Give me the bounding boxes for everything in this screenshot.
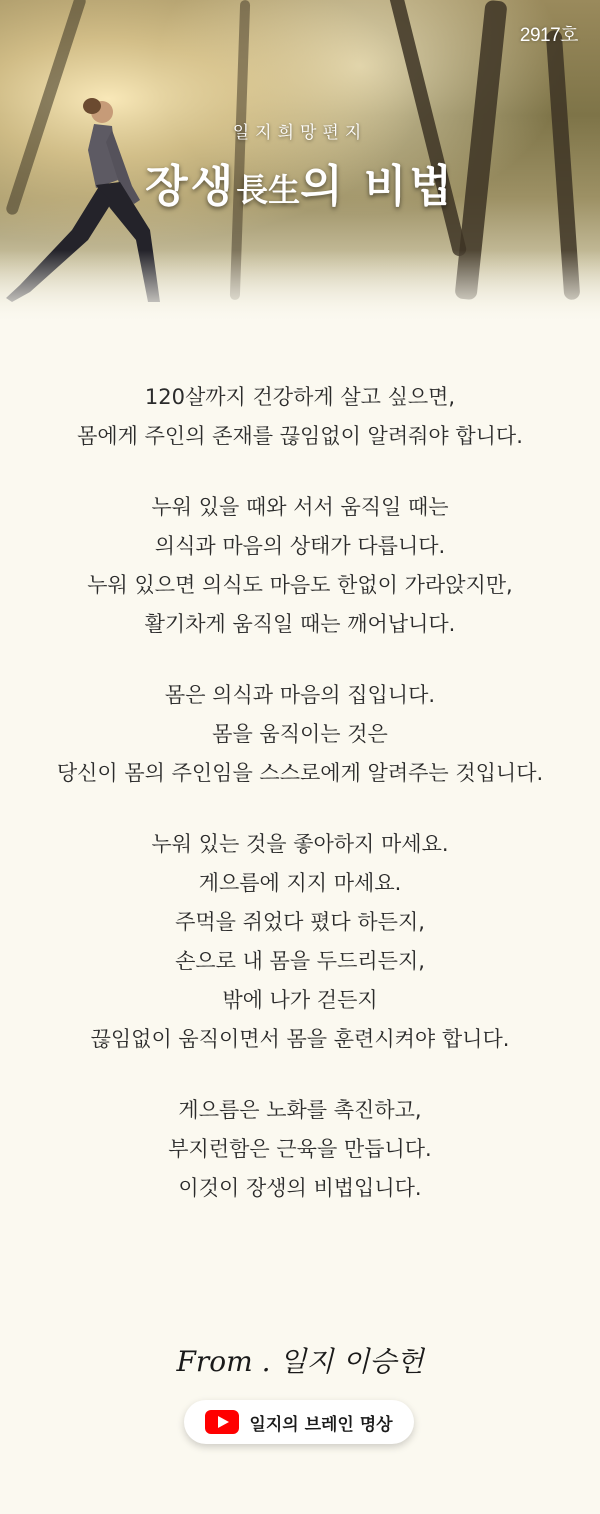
page-title [0, 150, 600, 214]
letter-line: 당신이 몸의 주인임을 스스로에게 알려주는 것입니다. [56, 761, 544, 785]
letter-stanza [0, 488, 600, 644]
letter-stanza [0, 378, 600, 456]
letter-line: 주먹을 쥐었다 폈다 하든지, [175, 910, 425, 934]
youtube-icon [205, 1410, 239, 1434]
banner-fade [0, 250, 600, 330]
letter-line: 몸은 의식과 마음의 집입니다. [164, 683, 436, 707]
letter-line: 끊임없이 움직이면서 몸을 훈련시켜야 합니다. [90, 1027, 510, 1051]
letter-stanza [0, 676, 600, 793]
letter-line: 이것이 장생의 비법입니다. [178, 1176, 422, 1200]
letter-line: 게으름은 노화를 촉진하고, [178, 1098, 422, 1122]
title-main: 장생 [145, 161, 237, 212]
letter-line: 의식과 마음의 상태가 다릅니다. [154, 534, 446, 558]
letter-stanza [0, 825, 600, 1059]
letter-line: 몸에게 주인의 존재를 끊임없이 알려줘야 합니다. [77, 424, 523, 448]
issue-number: 2917호 [519, 25, 578, 46]
youtube-channel-button[interactable] [184, 1400, 414, 1444]
letter-line: 120살까지 건강하게 살고 싶으면, [144, 385, 456, 409]
author-signature: From . 일지 이승헌 [176, 1345, 424, 1378]
title-hanja: 長生 [236, 171, 301, 209]
letter-line: 누워 있는 것을 좋아하지 마세요. [151, 832, 449, 856]
letter-line: 활기차게 움직일 때는 깨어납니다. [144, 612, 456, 636]
letter-line: 게으름에 지지 마세요. [198, 871, 402, 895]
letter-line: 밖에 나가 걷든지 [222, 988, 378, 1012]
letter-line: 몸을 움직이는 것은 [212, 722, 388, 746]
youtube-channel-label: 일지의 브레인 명상 [249, 1414, 393, 1435]
letter-line: 누워 있으면 의식도 마음도 한없이 가라앉지만, [87, 573, 513, 597]
header-banner [0, 0, 600, 330]
series-name: 일지희망편지 [232, 123, 368, 143]
title-rest: 의 비법 [300, 161, 455, 212]
letter-line: 손으로 내 몸을 두드리든지, [175, 949, 425, 973]
letter-body [0, 378, 600, 1240]
letter-line: 부지런함은 근육을 만듭니다. [168, 1137, 432, 1161]
letter-stanza [0, 1091, 600, 1208]
letter-line: 누워 있을 때와 서서 움직일 때는 [151, 495, 449, 519]
